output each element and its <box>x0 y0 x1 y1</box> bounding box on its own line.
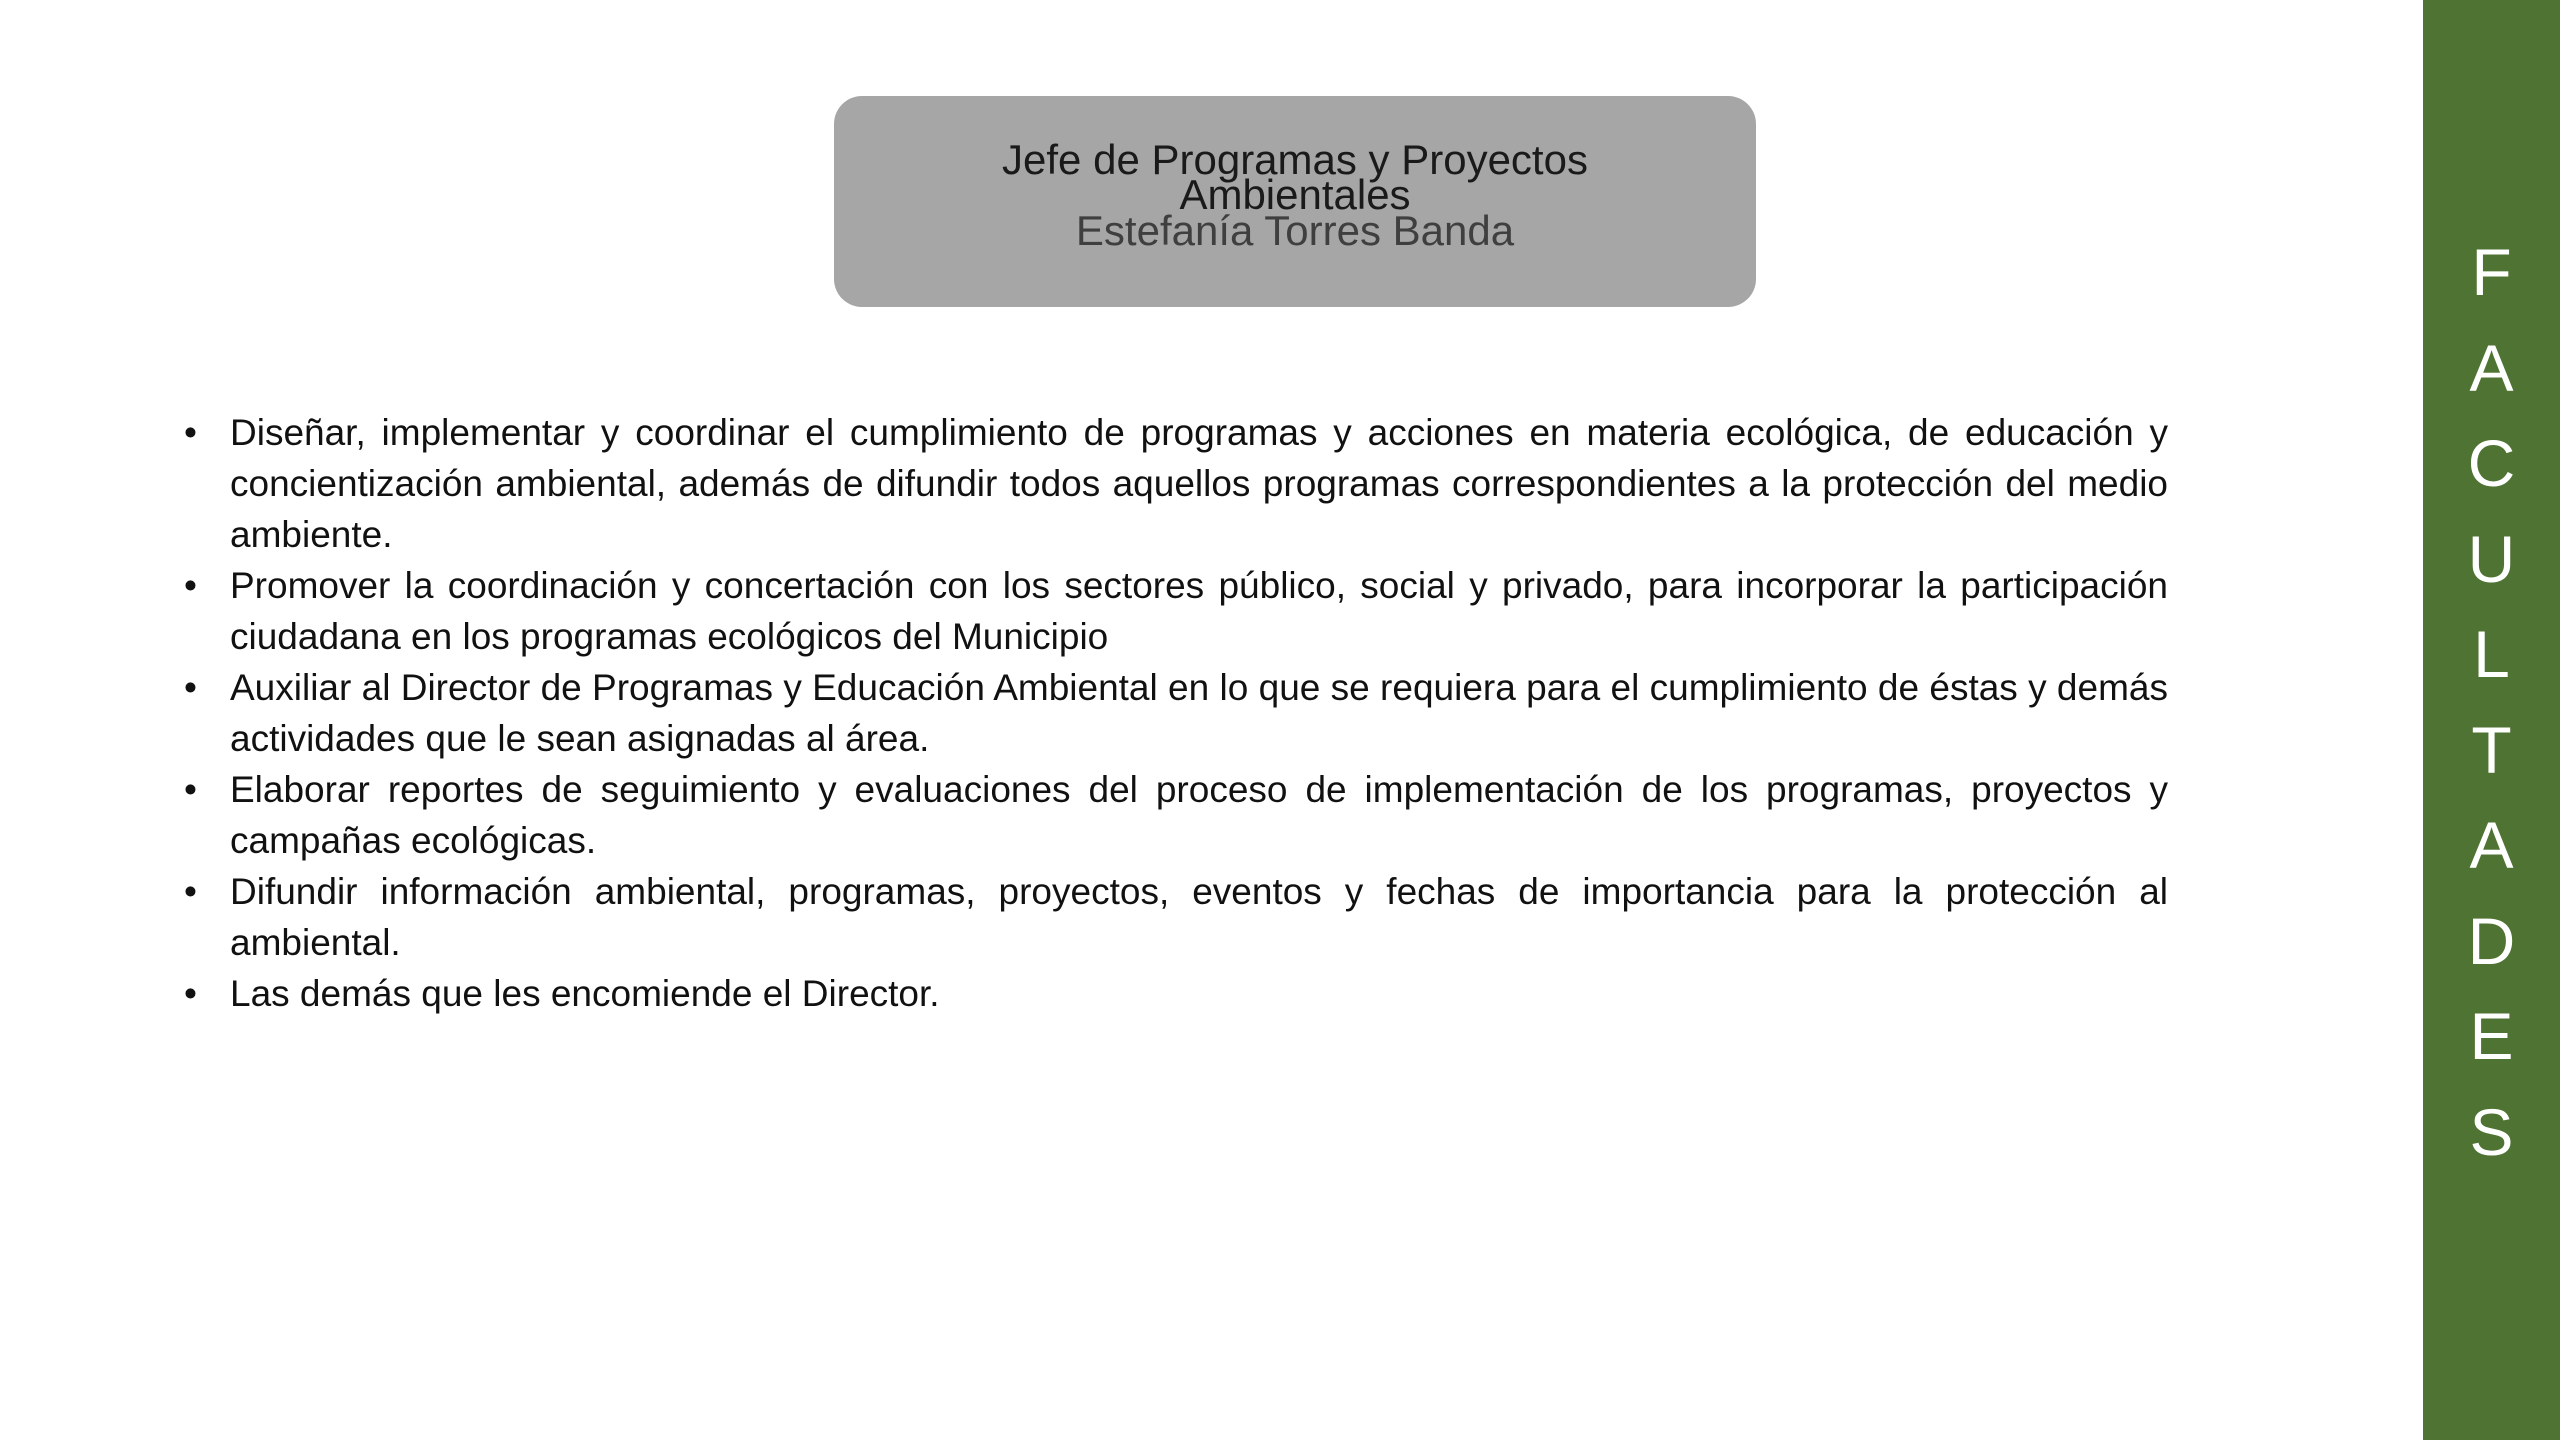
bullet-icon: • <box>184 667 197 708</box>
list-item <box>180 560 2168 662</box>
bullet-icon: • <box>184 871 197 912</box>
list-item <box>180 968 2168 1019</box>
duty-text: Elaborar reportes de seguimiento y evaluaciones del proceso de implementación de los programas, proyectos y campañas ecológicas. <box>230 769 2168 861</box>
sidebar-letter: D <box>2467 903 2516 978</box>
list-item <box>180 662 2168 764</box>
title-box <box>834 96 1756 307</box>
duties-list <box>180 407 2168 1019</box>
sidebar-letter: L <box>2473 617 2510 691</box>
bullet-icon: • <box>184 565 197 606</box>
sidebar-banner <box>2423 0 2560 1440</box>
duty-text: Difundir información ambiental, programas, proyectos, eventos y fechas de importancia para la protección al ambiental. <box>230 871 2168 963</box>
bullet-icon: • <box>184 769 197 810</box>
sidebar-letter: C <box>2467 426 2516 500</box>
sidebar-letter: A <box>2469 808 2514 882</box>
bullet-icon: • <box>184 412 197 453</box>
job-title-line-1: Jefe de Programas y Proyectos <box>1002 136 1588 183</box>
duty-text: Promover la coordinación y concertación con los sectores público, social y privado, para incorporar la participación ciudadana en los programas ecológicos del Municipio <box>230 565 2168 657</box>
sidebar-letter: A <box>2469 330 2514 405</box>
list-item <box>180 764 2168 866</box>
person-name: Estefanía Torres Banda <box>1075 207 1515 254</box>
sidebar-letter: E <box>2469 999 2514 1073</box>
sidebar-letter: F <box>2471 235 2512 309</box>
bullet-icon: • <box>184 973 197 1014</box>
sidebar-letter: U <box>2467 521 2516 596</box>
duty-text: Diseñar, implementar y coordinar el cumplimiento de programas y acciones en materia ecológica, de educación y concientización ambiental, además de difundir todos aquellos programas correspondientes a la protección del medio ambiente. <box>230 412 2168 555</box>
list-item <box>180 407 2168 560</box>
sidebar-vertical-title <box>2423 225 2560 1180</box>
list-item <box>180 866 2168 968</box>
job-title-line-2: Ambientales <box>1179 171 1411 218</box>
sidebar-letter: S <box>2469 1094 2514 1169</box>
duty-text: Las demás que les encomiende el Director. <box>230 973 940 1014</box>
sidebar-letter: T <box>2471 712 2512 787</box>
duty-text: Auxiliar al Director de Programas y Educación Ambiental en lo que se requiera para el cumplimiento de éstas y demás actividades que le sean asignadas al área. <box>230 667 2168 759</box>
duties-list-container <box>180 407 2168 1019</box>
